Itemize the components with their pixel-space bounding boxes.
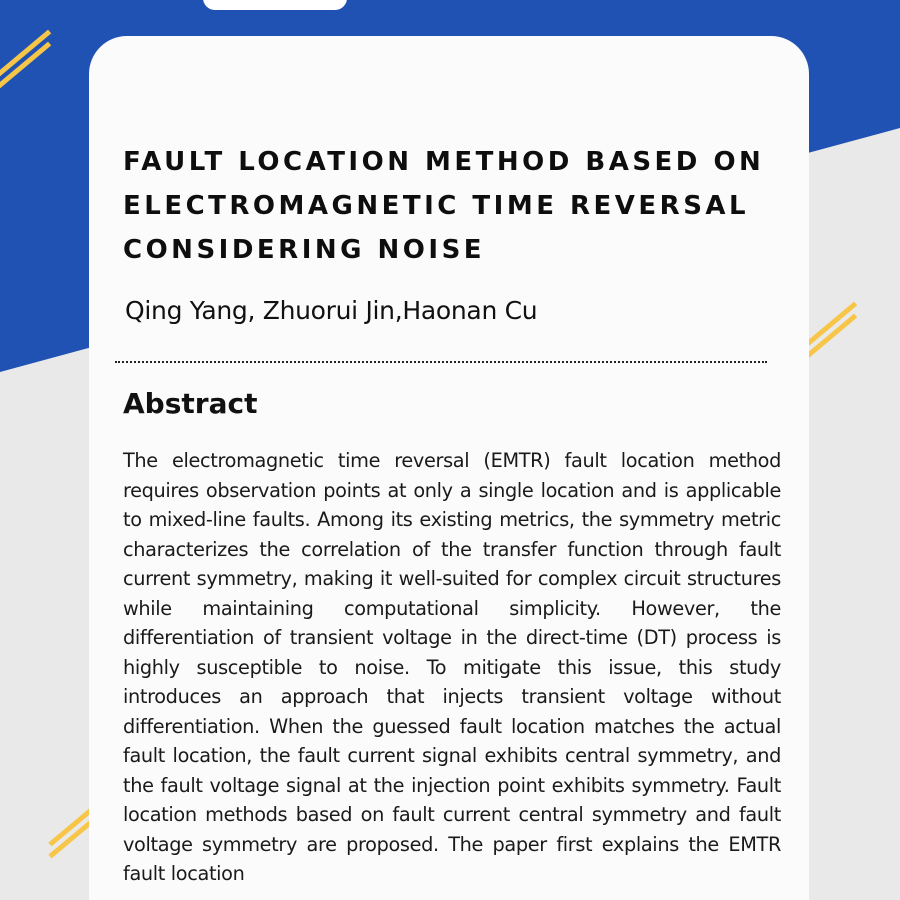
top-tab-decoration — [203, 0, 347, 10]
paper-title: FAULT LOCATION METHOD BASED ON ELECTROMAGNETIC TIME REVERSAL CONSIDERING NOISE — [123, 147, 765, 265]
paper-authors: Qing Yang, Zhuorui Jin,Haonan Cu — [125, 296, 538, 325]
yellow-stripes-decoration — [802, 312, 862, 372]
abstract-heading: Abstract — [123, 387, 258, 420]
paper-card — [89, 36, 809, 900]
yellow-stripes-decoration — [0, 40, 56, 100]
abstract-text: The electromagnetic time reversal (EMTR) fault location method requires observation points at only a single location and is applicable to mixed-line faults. Among its existing metrics, the symmetry metric characterizes the correlation of the transfer function through fault current symmetry, making it well-suited for complex circuit structures while maintaining computational simplicity. However, the differentiation of transient voltage in the direct-time (DT) process is highly susceptible to noise. To mitigate this issue, this study introduces an approach that injects transient voltage without differentiation. When the guessed fault location matches the actual fault location, the fault current signal exhibits central symmetry, and the fault voltage signal at the injection point exhibits symmetry. Fault location methods based on fault current central symmetry and fault voltage symmetry are proposed. The paper first explains the EMTR fault location — [123, 449, 781, 885]
dotted-divider — [115, 361, 767, 363]
